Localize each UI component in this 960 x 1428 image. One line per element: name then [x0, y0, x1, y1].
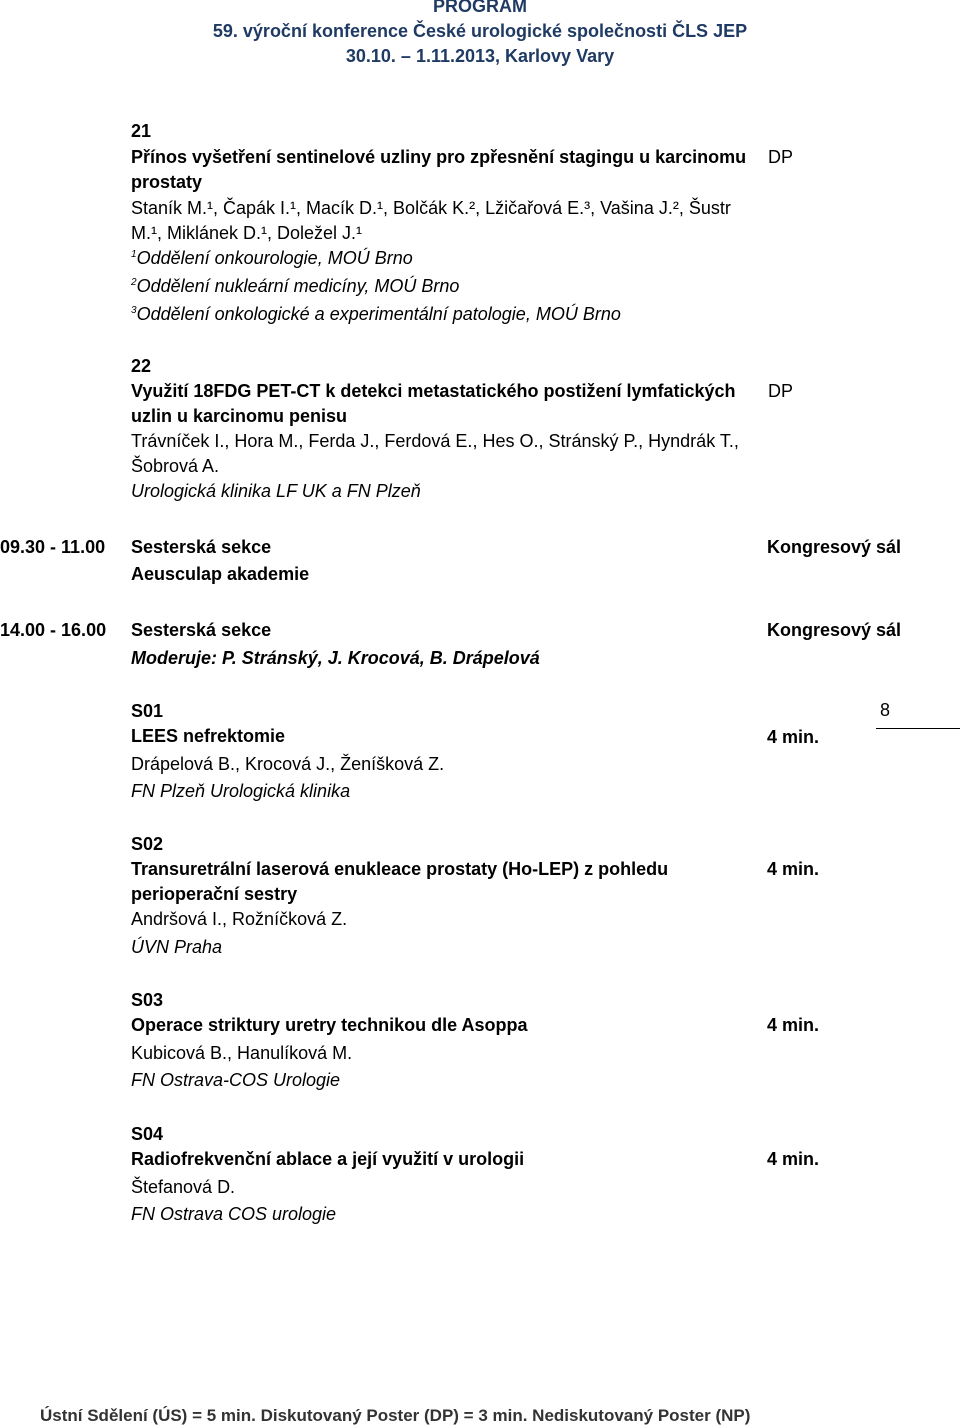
abstract-21-type: DP — [768, 147, 794, 167]
talk-s03-duration: 4 min. — [767, 1015, 820, 1035]
conference-dates: 30.10. – 1.11.2013, Karlovy Vary — [345, 46, 615, 66]
talk-s01-title: LEES nefrektomie — [131, 726, 286, 746]
talk-s02-code: S02 — [131, 834, 164, 854]
page-number: 8 — [880, 700, 891, 720]
page-footer-legend: Ústní Sdělení (ÚS) = 5 min. Diskutovaný Poster (DP) = 3 min. Nediskutovaný Poster (NP) — [40, 1406, 751, 1425]
talk-s03-title: Operace striktury uretry technikou dle Asoppa — [131, 1015, 528, 1035]
talk-s01-affiliation: FN Plzeň Urologická klinika — [131, 781, 351, 801]
session-2-moderators: Moderuje: P. Stránský, J. Krocová, B. Drápelová — [131, 648, 540, 668]
talk-s02-title-cont: perioperační sestry — [131, 884, 298, 904]
talk-s01-code: S01 — [131, 701, 164, 721]
session-2-time: 14.00 - 16.00 — [0, 620, 107, 640]
talk-s04-code: S04 — [131, 1124, 164, 1144]
abstract-22-authors-cont: Šobrová A. — [131, 456, 220, 476]
talk-s04-authors: Štefanová D. — [131, 1177, 236, 1197]
talk-s03-affiliation: FN Ostrava-COS Urologie — [131, 1070, 341, 1090]
abstract-21-title-cont: prostaty — [131, 172, 203, 192]
talk-s02-title: Transuretrální laserová enukleace prostaty (Ho-LEP) z pohledu — [131, 859, 669, 879]
abstract-22-affiliation: Urologická klinika LF UK a FN Plzeň — [131, 481, 421, 501]
session-1-subtitle: Aeusculap akademie — [131, 564, 310, 584]
abstract-21-affiliation-3: $^3$Oddělení onkologické a experimentální patologie, MOÚ Brno — [131, 304, 621, 324]
abstract-22-title-cont: uzlin u karcinomu penisu — [131, 406, 348, 426]
abstract-21-title: Přínos vyšetření sentinelové uzliny pro zpřesnění stagingu u karcinomu — [131, 147, 747, 167]
abstract-22-number: 22 — [131, 356, 152, 376]
talk-s02-authors: Andršová I., Rožníčková Z. — [131, 909, 348, 929]
talk-s01-authors: Drápelová B., Krocová J., Ženíšková Z. — [131, 754, 445, 774]
page-number-rule — [876, 728, 960, 729]
talk-s04-duration: 4 min. — [767, 1149, 820, 1169]
talk-s02-affiliation: ÚVN Praha — [131, 937, 223, 957]
session-1-name: Sesterská sekce — [131, 537, 272, 557]
session-2-name: Sesterská sekce — [131, 620, 272, 640]
session-1-room: Kongresový sál — [767, 537, 902, 557]
talk-s04-title: Radiofrekvenční ablace a její využití v urologii — [131, 1149, 525, 1169]
conference-title: 59. výroční konference České urologické společnosti ČLS JEP — [212, 21, 748, 41]
talk-s03-authors: Kubicová B., Hanulíková M. — [131, 1043, 353, 1063]
abstract-21-authors-cont: M.¹, Miklánek D.¹, Doležel J.¹ — [131, 223, 363, 243]
program-heading: PROGRAM — [433, 0, 527, 16]
talk-s03-code: S03 — [131, 990, 164, 1010]
abstract-22-authors: Trávníček I., Hora M., Ferda J., Ferdová E., Hes O., Stránský P., Hyndrák T., — [131, 431, 739, 451]
talk-s01-duration: 4 min. — [767, 727, 820, 747]
abstract-22-type: DP — [768, 381, 794, 401]
abstract-21-affiliation-2: $^2$Oddělení nukleární medicíny, MOÚ Brno — [131, 276, 460, 296]
abstract-21-authors: Staník M.¹, Čapák I.¹, Macík D.¹, Bolčák K.², Lžičařová E.³, Vašina J.², Šustr — [131, 198, 731, 218]
session-2-room: Kongresový sál — [767, 620, 902, 640]
talk-s04-affiliation: FN Ostrava COS urologie — [131, 1204, 337, 1224]
abstract-21-number: 21 — [131, 121, 152, 141]
talk-s02-duration: 4 min. — [767, 859, 820, 879]
abstract-22-title: Využití 18FDG PET-CT k detekci metastatického postižení lymfatických — [131, 381, 736, 401]
abstract-21-affiliation-1: $^1$Oddělení onkourologie, MOÚ Brno — [131, 248, 413, 268]
session-1-time: 09.30 - 11.00 — [0, 537, 106, 557]
